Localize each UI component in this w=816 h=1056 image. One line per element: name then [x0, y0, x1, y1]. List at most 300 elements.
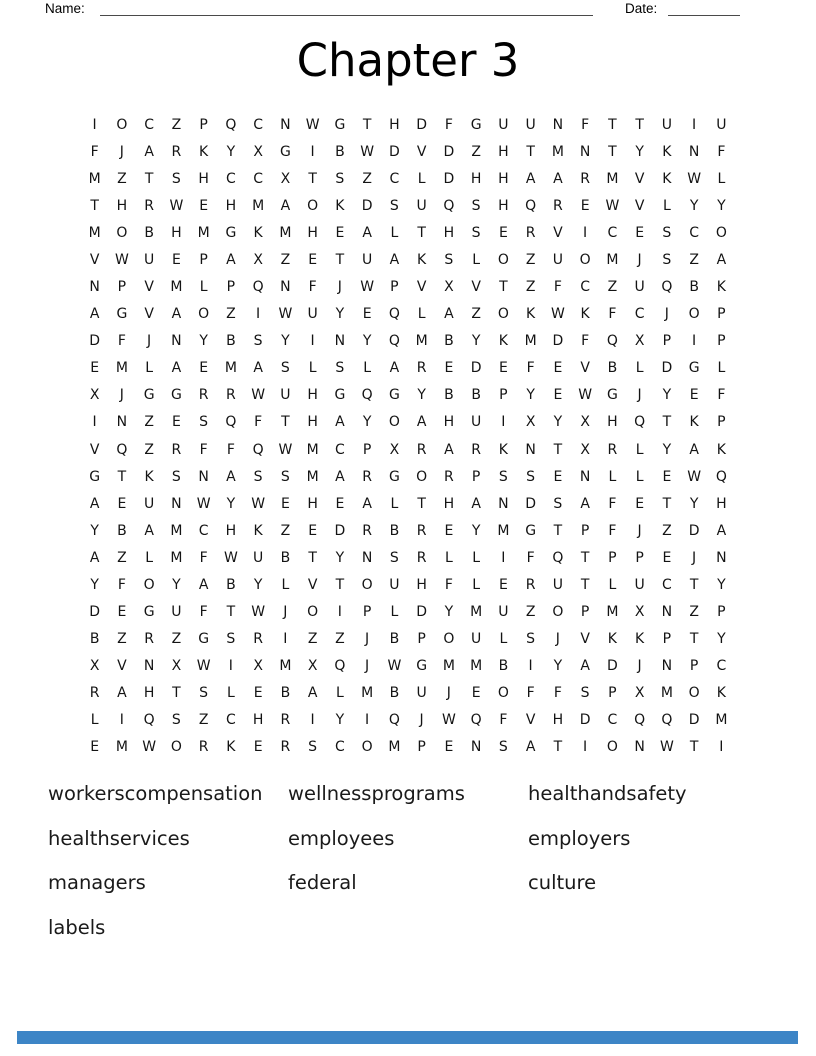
- grid-letter: Q: [525, 197, 537, 214]
- grid-letter: K: [716, 685, 726, 702]
- grid-letter: W: [251, 495, 266, 512]
- grid-letter: P: [689, 658, 699, 675]
- grid-letter: D: [89, 333, 101, 350]
- grid-letter: S: [199, 685, 209, 702]
- grid-letter: A: [716, 251, 727, 268]
- grid-letter: I: [310, 712, 315, 729]
- grid-letter: E: [362, 306, 372, 323]
- grid-letter: P: [499, 387, 508, 404]
- grid-letter: C: [634, 306, 645, 323]
- grid-letter: C: [334, 441, 345, 458]
- grid-letter: N: [661, 658, 673, 675]
- grid-letter: E: [335, 224, 345, 241]
- grid-letter: R: [362, 468, 372, 485]
- footer-accent-bar: [17, 1031, 798, 1044]
- grid-letter: C: [389, 170, 400, 187]
- grid-letter: F: [581, 333, 590, 350]
- grid-letter: E: [662, 468, 672, 485]
- grid-letter: S: [253, 333, 263, 350]
- grid-letter: S: [280, 360, 290, 377]
- grid-letter: B: [689, 279, 699, 296]
- grid-letter: I: [256, 306, 261, 323]
- grid-letter: Y: [471, 333, 481, 350]
- grid-letter: T: [144, 170, 154, 187]
- grid-letter: E: [117, 604, 127, 621]
- grid-letter: A: [307, 685, 318, 702]
- grid-letter: Z: [117, 549, 127, 566]
- grid-letter: F: [526, 685, 535, 702]
- grid-letter: O: [552, 604, 564, 621]
- grid-letter: G: [279, 143, 291, 160]
- grid-letter: D: [470, 360, 482, 377]
- grid-letter: V: [89, 441, 100, 458]
- grid-letter: B: [389, 685, 400, 702]
- grid-letter: I: [583, 224, 588, 241]
- grid-letter: V: [307, 576, 318, 593]
- grid-letter: L: [472, 576, 481, 593]
- grid-letter: X: [634, 333, 645, 350]
- grid-letter: W: [169, 197, 184, 214]
- grid-letter: P: [390, 279, 399, 296]
- grid-letter: U: [471, 414, 482, 431]
- grid-letter: G: [225, 224, 237, 241]
- grid-letter: B: [389, 631, 400, 648]
- grid-letter: K: [498, 333, 508, 350]
- grid-letter: F: [444, 116, 453, 133]
- grid-letter: I: [692, 116, 697, 133]
- grid-letter: Q: [334, 658, 346, 675]
- grid-letter: P: [471, 468, 481, 485]
- grid-letter: J: [692, 549, 697, 566]
- grid-letter: G: [388, 468, 400, 485]
- grid-letter: O: [388, 414, 400, 431]
- grid-letter: I: [228, 658, 233, 675]
- grid-letter: M: [606, 170, 619, 187]
- grid-letter: Q: [606, 333, 618, 350]
- grid-letter: W: [605, 197, 620, 214]
- grid-letter: Z: [525, 604, 536, 621]
- grid-letter: L: [417, 306, 426, 323]
- grid-letter: A: [580, 495, 590, 512]
- grid-letter: I: [92, 116, 97, 133]
- grid-letter: A: [335, 468, 345, 485]
- grid-letter: V: [580, 631, 590, 648]
- grid-letter: R: [525, 224, 536, 241]
- grid-letter: J: [147, 333, 152, 350]
- grid-letter: J: [664, 306, 669, 323]
- grid-letter: W: [578, 387, 593, 404]
- grid-letter: C: [198, 522, 209, 539]
- grid-letter: Z: [689, 604, 699, 621]
- grid-letter: Q: [552, 549, 564, 566]
- grid-letter: L: [417, 170, 426, 187]
- grid-letter: T: [689, 739, 699, 756]
- grid-letter: V: [416, 279, 427, 296]
- grid-letter: E: [308, 522, 318, 539]
- grid-letter: G: [470, 116, 482, 133]
- grid-letter: J: [446, 685, 451, 702]
- grid-letter: V: [144, 279, 154, 296]
- grid-letter: D: [334, 522, 346, 539]
- grid-letter: N: [143, 658, 155, 675]
- grid-letter: Y: [253, 576, 263, 593]
- grid-letter: W: [142, 739, 157, 756]
- grid-letter: N: [552, 116, 564, 133]
- word-list-item: wellnessprograms: [288, 782, 465, 805]
- grid-letter: E: [280, 495, 290, 512]
- grid-letter: Z: [117, 631, 127, 648]
- grid-letter: K: [335, 197, 345, 214]
- grid-letter: N: [89, 279, 100, 296]
- grid-letter: A: [553, 170, 563, 187]
- grid-letter: P: [199, 116, 208, 133]
- grid-letter: T: [580, 576, 590, 593]
- grid-letter: S: [171, 468, 181, 485]
- grid-letter: U: [498, 116, 509, 133]
- grid-letter: E: [635, 495, 645, 512]
- grid-letter: A: [444, 441, 454, 458]
- grid-letter: U: [416, 197, 427, 214]
- grid-letter: E: [90, 360, 100, 377]
- grid-letter: L: [308, 360, 317, 377]
- grid-letter: A: [362, 224, 372, 241]
- grid-letter: C: [225, 170, 236, 187]
- grid-letter: H: [307, 224, 318, 241]
- grid-letter: R: [416, 441, 427, 458]
- grid-letter: M: [279, 658, 292, 675]
- grid-letter: C: [253, 116, 264, 133]
- grid-letter: A: [144, 522, 154, 539]
- grid-letter: K: [689, 414, 699, 431]
- grid-letter: B: [444, 333, 454, 350]
- grid-letter: Y: [417, 387, 426, 404]
- grid-letter: E: [444, 522, 454, 539]
- grid-letter: U: [552, 576, 563, 593]
- grid-letter: M: [115, 360, 128, 377]
- grid-letter: H: [252, 712, 264, 729]
- grid-letter: B: [498, 658, 509, 675]
- grid-letter: H: [307, 414, 318, 431]
- grid-letter: M: [715, 712, 728, 729]
- grid-letter: D: [661, 360, 673, 377]
- grid-letter: P: [608, 549, 617, 566]
- grid-letter: S: [308, 739, 318, 756]
- grid-letter: J: [283, 604, 288, 621]
- grid-letter: L: [390, 604, 399, 621]
- grid-letter: L: [472, 251, 481, 268]
- grid-letter: I: [719, 739, 724, 756]
- grid-letter: P: [608, 685, 617, 702]
- grid-letter: P: [662, 631, 672, 648]
- grid-letter: F: [717, 387, 726, 404]
- grid-letter: F: [526, 549, 535, 566]
- grid-letter: Y: [689, 495, 699, 512]
- grid-letter: O: [715, 224, 727, 241]
- grid-letter: S: [498, 468, 508, 485]
- grid-letter: O: [116, 224, 128, 241]
- grid-letter: W: [278, 441, 293, 458]
- grid-letter: S: [335, 360, 345, 377]
- grid-letter: Q: [443, 197, 455, 214]
- grid-letter: T: [499, 279, 508, 296]
- grid-letter: E: [444, 360, 454, 377]
- grid-letter: W: [687, 468, 702, 485]
- grid-letter: I: [310, 143, 315, 160]
- grid-letter: V: [416, 143, 427, 160]
- grid-letter: Y: [335, 549, 345, 566]
- grid-letter: S: [662, 224, 672, 241]
- grid-letter: U: [661, 116, 672, 133]
- grid-letter: A: [471, 495, 481, 512]
- grid-letter: T: [580, 549, 590, 566]
- grid-letter: K: [226, 739, 236, 756]
- grid-letter: P: [717, 604, 726, 621]
- grid-letter: Y: [335, 306, 345, 323]
- grid-letter: Y: [90, 522, 99, 539]
- grid-letter: E: [635, 224, 645, 241]
- grid-letter: G: [334, 116, 346, 133]
- grid-letter: H: [198, 170, 209, 187]
- grid-letter: U: [144, 495, 155, 512]
- grid-letter: D: [579, 712, 591, 729]
- grid-letter: U: [171, 604, 182, 621]
- word-list-item: healthandsafety: [528, 782, 687, 805]
- grid-letter: U: [525, 116, 536, 133]
- grid-letter: Z: [171, 116, 182, 133]
- grid-letter: Z: [362, 170, 372, 187]
- grid-letter: S: [389, 197, 399, 214]
- grid-letter: M: [306, 468, 319, 485]
- grid-letter: Y: [635, 143, 644, 160]
- grid-letter: N: [661, 604, 673, 621]
- grid-letter: O: [579, 251, 591, 268]
- grid-letter: F: [308, 279, 317, 296]
- grid-letter: C: [607, 712, 618, 729]
- grid-letter: N: [498, 495, 509, 512]
- grid-letter: E: [498, 576, 508, 593]
- grid-letter: I: [337, 604, 342, 621]
- grid-letter: K: [716, 279, 726, 296]
- grid-letter: Z: [280, 251, 291, 268]
- grid-letter: B: [444, 387, 454, 404]
- grid-letter: A: [171, 306, 182, 323]
- grid-letter: T: [553, 441, 563, 458]
- grid-letter: F: [581, 116, 590, 133]
- grid-letter: P: [117, 279, 127, 296]
- grid-letter: B: [607, 360, 618, 377]
- grid-letter: R: [89, 685, 100, 702]
- grid-letter: M: [306, 441, 319, 458]
- grid-letter: D: [688, 712, 700, 729]
- grid-letter: W: [251, 604, 266, 621]
- grid-letter: L: [226, 685, 235, 702]
- grid-letter: P: [417, 739, 426, 756]
- grid-letter: A: [525, 739, 536, 756]
- grid-letter: F: [226, 441, 235, 458]
- grid-letter: A: [117, 685, 127, 702]
- grid-letter: P: [417, 631, 426, 648]
- grid-letter: F: [444, 576, 453, 593]
- grid-letter: O: [198, 306, 210, 323]
- grid-letter: L: [281, 576, 290, 593]
- grid-letter: E: [553, 468, 563, 485]
- grid-letter: L: [635, 468, 644, 485]
- grid-letter: Y: [226, 143, 236, 160]
- grid-letter: F: [499, 712, 508, 729]
- grid-letter: R: [226, 387, 236, 404]
- grid-letter: U: [634, 576, 645, 593]
- grid-letter: T: [335, 251, 345, 268]
- grid-letter: X: [389, 441, 400, 458]
- grid-letter: B: [389, 522, 400, 539]
- grid-letter: V: [471, 279, 481, 296]
- grid-letter: A: [716, 522, 727, 539]
- grid-letter: C: [253, 170, 264, 187]
- grid-letter: D: [606, 658, 618, 675]
- word-list-item: managers: [48, 871, 146, 895]
- grid-letter: S: [444, 251, 454, 268]
- grid-letter: Y: [172, 576, 181, 593]
- grid-letter: W: [360, 143, 375, 160]
- grid-letter: B: [335, 143, 345, 160]
- grid-letter: O: [143, 576, 155, 593]
- grid-letter: F: [117, 576, 126, 593]
- grid-letter: M: [660, 685, 673, 702]
- grid-letter: X: [89, 387, 100, 404]
- grid-letter: U: [552, 251, 563, 268]
- grid-letter: T: [662, 414, 672, 431]
- grid-letter: W: [114, 251, 129, 268]
- grid-letter: G: [606, 387, 618, 404]
- grid-letter: C: [689, 224, 700, 241]
- grid-letter: Y: [717, 197, 726, 214]
- grid-letter: P: [717, 333, 726, 350]
- grid-letter: T: [553, 522, 563, 539]
- grid-letter: L: [444, 549, 453, 566]
- grid-letter: K: [662, 170, 672, 187]
- grid-letter: A: [525, 170, 536, 187]
- grid-letter: Q: [143, 712, 155, 729]
- grid-letter: T: [281, 414, 290, 431]
- grid-letter: Z: [689, 251, 699, 268]
- grid-letter: W: [278, 306, 293, 323]
- grid-letter: S: [199, 414, 209, 431]
- grid-letter: A: [389, 251, 400, 268]
- grid-letter: D: [416, 116, 428, 133]
- grid-letter: W: [387, 658, 402, 675]
- grid-letter: I: [692, 333, 697, 350]
- grid-letter: F: [608, 495, 617, 512]
- grid-letter: X: [307, 658, 318, 675]
- grid-letter: Q: [388, 333, 400, 350]
- grid-letter: E: [553, 387, 563, 404]
- grid-letter: R: [416, 360, 427, 377]
- grid-letter: I: [501, 549, 506, 566]
- grid-letter: L: [662, 197, 671, 214]
- grid-letter: W: [196, 495, 211, 512]
- word-search-grid: [81, 111, 735, 761]
- grid-letter: J: [637, 387, 642, 404]
- grid-letter: B: [280, 549, 291, 566]
- grid-letter: T: [417, 495, 426, 512]
- grid-letter: U: [498, 604, 509, 621]
- grid-letter: H: [116, 197, 128, 214]
- grid-letter: I: [583, 739, 588, 756]
- grid-letter: T: [335, 576, 345, 593]
- grid-letter: N: [171, 333, 182, 350]
- grid-letter: R: [471, 441, 481, 458]
- grid-letter: G: [198, 631, 210, 648]
- grid-letter: Q: [388, 306, 400, 323]
- grid-letter: Y: [444, 604, 454, 621]
- grid-letter: F: [117, 333, 126, 350]
- grid-letter: H: [389, 116, 400, 133]
- grid-letter: S: [171, 712, 181, 729]
- grid-letter: S: [553, 495, 563, 512]
- grid-letter: U: [416, 685, 427, 702]
- grid-letter: O: [497, 306, 509, 323]
- grid-letter: K: [417, 251, 427, 268]
- grid-letter: U: [307, 306, 318, 323]
- grid-letter: M: [470, 658, 483, 675]
- grid-letter: E: [498, 224, 508, 241]
- grid-letter: Q: [470, 712, 482, 729]
- grid-letter: G: [170, 387, 182, 404]
- grid-letter: I: [528, 658, 533, 675]
- grid-letter: M: [551, 143, 564, 160]
- grid-letter: R: [525, 576, 536, 593]
- grid-letter: G: [416, 658, 428, 675]
- grid-letter: M: [88, 224, 101, 241]
- grid-letter: T: [362, 116, 372, 133]
- grid-letter: L: [90, 712, 99, 729]
- grid-letter: T: [308, 170, 317, 187]
- grid-letter: O: [416, 468, 428, 485]
- grid-letter: B: [89, 631, 100, 648]
- grid-letter: Q: [634, 712, 646, 729]
- grid-letter: T: [417, 224, 426, 241]
- grid-letter: S: [226, 631, 236, 648]
- grid-letter: G: [89, 468, 101, 485]
- grid-letter: Y: [362, 414, 372, 431]
- grid-letter: L: [363, 360, 372, 377]
- grid-letter: H: [716, 495, 727, 512]
- grid-letter: Y: [281, 333, 290, 350]
- grid-letter: M: [361, 685, 374, 702]
- grid-letter: P: [362, 604, 372, 621]
- grid-letter: Z: [171, 631, 182, 648]
- grid-letter: J: [555, 631, 560, 648]
- grid-letter: R: [553, 197, 563, 214]
- grid-letter: W: [441, 712, 456, 729]
- grid-letter: V: [553, 224, 563, 241]
- grid-letter: R: [198, 739, 209, 756]
- grid-letter: H: [143, 685, 155, 702]
- grid-letter: F: [553, 279, 562, 296]
- grid-letter: O: [361, 576, 373, 593]
- word-list-item: culture: [528, 871, 597, 895]
- grid-letter: E: [171, 414, 181, 431]
- grid-letter: L: [717, 170, 726, 187]
- grid-letter: I: [92, 414, 97, 431]
- grid-letter: R: [444, 468, 454, 485]
- grid-letter: R: [416, 549, 427, 566]
- grid-letter: G: [688, 360, 700, 377]
- grid-letter: K: [580, 306, 590, 323]
- grid-letter: Q: [252, 279, 264, 296]
- grid-letter: W: [360, 279, 375, 296]
- grid-letter: Z: [471, 306, 481, 323]
